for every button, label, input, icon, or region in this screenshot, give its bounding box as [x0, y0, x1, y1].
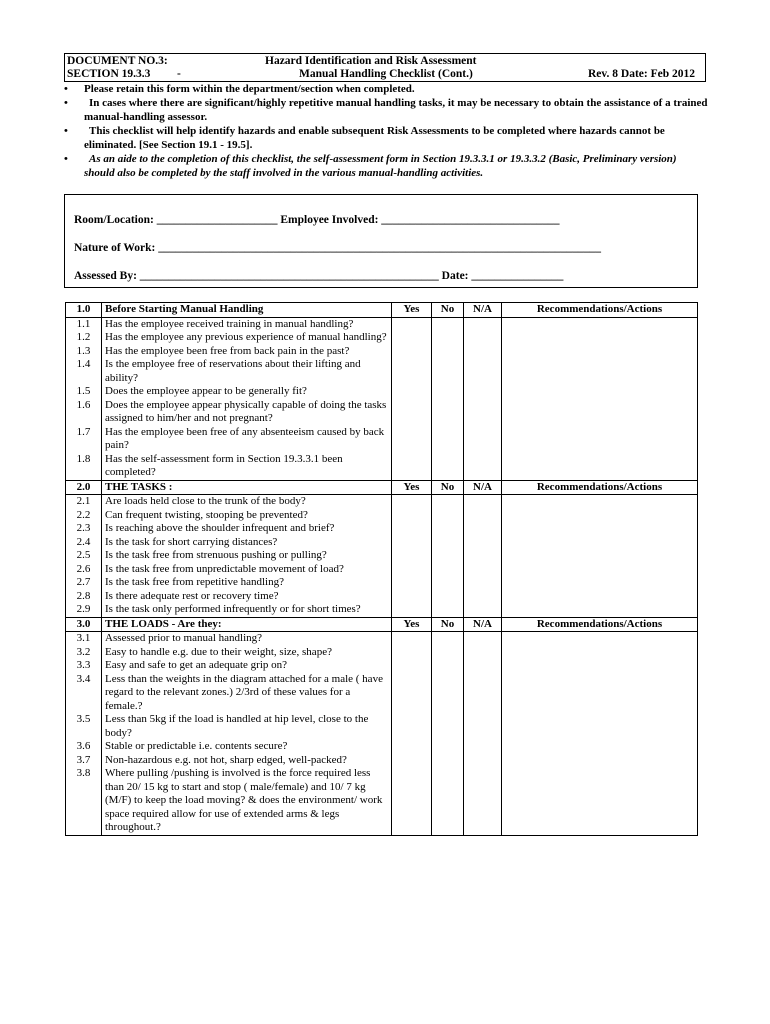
item-number: 2.3	[66, 522, 102, 536]
section-number: 3.0	[66, 617, 102, 632]
item-number: 1.4	[66, 358, 102, 385]
no-checkbox-cell[interactable]	[432, 673, 464, 714]
na-checkbox-cell[interactable]	[464, 632, 502, 646]
na-column-header: N/A	[464, 303, 502, 318]
nature-of-work-field[interactable]: Nature of Work: _____________________________________________________________________________	[74, 242, 601, 254]
yes-checkbox-cell[interactable]	[392, 522, 432, 536]
checklist-item-row	[66, 331, 698, 345]
note-item	[64, 153, 709, 180]
na-checkbox-cell[interactable]	[464, 646, 502, 660]
room-employee-field[interactable]: Room/Location: _____________________ Employee Involved: _______________________________	[74, 214, 560, 226]
section-header-row	[66, 303, 698, 318]
na-checkbox-cell[interactable]	[464, 673, 502, 714]
no-checkbox-cell[interactable]	[432, 385, 464, 399]
yes-checkbox-cell[interactable]	[392, 740, 432, 754]
note-text: In cases where there are significant/highly repetitive manual handling tasks, it may be necessary to obtain the assistance of a trained manual-handling assessor.	[84, 97, 708, 123]
item-question: Has the employee been free of any absenteeism caused by back pain?	[102, 426, 392, 453]
no-column-header: No	[432, 303, 464, 318]
checklist-item-row	[66, 713, 698, 740]
yes-checkbox-cell[interactable]	[392, 495, 432, 509]
no-checkbox-cell[interactable]	[432, 536, 464, 550]
checklist-table	[65, 302, 698, 836]
item-number: 3.4	[66, 673, 102, 714]
yes-checkbox-cell[interactable]	[392, 659, 432, 673]
checklist-item-row	[66, 509, 698, 523]
document-title: Hazard Identification and Risk Assessment	[265, 55, 477, 67]
item-number: 1.1	[66, 317, 102, 331]
recommendations-cell[interactable]	[502, 358, 698, 385]
no-checkbox-cell[interactable]	[432, 590, 464, 604]
no-checkbox-cell[interactable]	[432, 646, 464, 660]
yes-checkbox-cell[interactable]	[392, 713, 432, 740]
item-question: Does the employee appear physically capable of doing the tasks assigned to him/her and not pregnant?	[102, 399, 392, 426]
checklist-item-row	[66, 659, 698, 673]
item-question: Stable or predictable i.e. contents secure?	[102, 740, 392, 754]
recommendations-cell[interactable]	[502, 632, 698, 646]
item-number: 2.9	[66, 603, 102, 617]
no-checkbox-cell[interactable]	[432, 713, 464, 740]
checklist-item-row	[66, 563, 698, 577]
yes-checkbox-cell[interactable]	[392, 345, 432, 359]
item-number: 3.5	[66, 713, 102, 740]
yes-checkbox-cell[interactable]	[392, 385, 432, 399]
checklist-item-row	[66, 358, 698, 385]
na-checkbox-cell[interactable]	[464, 385, 502, 399]
item-question: Less than 5kg if the load is handled at hip level, close to the body?	[102, 713, 392, 740]
na-column-header: N/A	[464, 480, 502, 495]
na-checkbox-cell[interactable]	[464, 563, 502, 577]
item-number: 2.1	[66, 495, 102, 509]
bullet-icon: •	[64, 83, 68, 95]
no-checkbox-cell[interactable]	[432, 603, 464, 617]
checklist-item-row	[66, 767, 698, 835]
recommendations-column-header: Recommendations/Actions	[502, 617, 698, 632]
yes-checkbox-cell[interactable]	[392, 632, 432, 646]
na-checkbox-cell[interactable]	[464, 713, 502, 740]
section-number: SECTION 19.3.3	[67, 68, 151, 80]
yes-checkbox-cell[interactable]	[392, 509, 432, 523]
recommendations-cell[interactable]	[502, 536, 698, 550]
na-column-header: N/A	[464, 617, 502, 632]
checklist-item-row	[66, 740, 698, 754]
item-question: Less than the weights in the diagram attached for a male ( have regard to the relevant zones.) 2/3rd of these values for a female.?	[102, 673, 392, 714]
recommendations-cell[interactable]	[502, 522, 698, 536]
yes-column-header: Yes	[392, 617, 432, 632]
na-checkbox-cell[interactable]	[464, 767, 502, 835]
na-checkbox-cell[interactable]	[464, 659, 502, 673]
item-number: 2.5	[66, 549, 102, 563]
recommendations-cell[interactable]	[502, 673, 698, 714]
document-subtitle: Manual Handling Checklist (Cont.)	[299, 68, 473, 80]
no-checkbox-cell[interactable]	[432, 563, 464, 577]
checklist-item-row	[66, 646, 698, 660]
yes-checkbox-cell[interactable]	[392, 317, 432, 331]
recommendations-cell[interactable]	[502, 385, 698, 399]
yes-checkbox-cell[interactable]	[392, 399, 432, 426]
item-question: Easy and safe to get an adequate grip on?	[102, 659, 392, 673]
item-number: 2.2	[66, 509, 102, 523]
recommendations-cell[interactable]	[502, 399, 698, 426]
checklist-item-row	[66, 345, 698, 359]
na-checkbox-cell[interactable]	[464, 549, 502, 563]
checklist-item-row	[66, 590, 698, 604]
yes-column-header: Yes	[392, 480, 432, 495]
document-header	[64, 53, 706, 82]
no-checkbox-cell[interactable]	[432, 632, 464, 646]
no-checkbox-cell[interactable]	[432, 358, 464, 385]
bullet-icon: •	[64, 153, 68, 165]
na-checkbox-cell[interactable]	[464, 509, 502, 523]
na-checkbox-cell[interactable]	[464, 331, 502, 345]
document-number: DOCUMENT NO.3:	[67, 55, 168, 67]
item-question: Has the employee any previous experience of manual handling?	[102, 331, 392, 345]
item-number: 3.3	[66, 659, 102, 673]
section-header-row	[66, 480, 698, 495]
recommendations-cell[interactable]	[502, 331, 698, 345]
recommendations-cell[interactable]	[502, 426, 698, 453]
na-checkbox-cell[interactable]	[464, 358, 502, 385]
item-number: 1.6	[66, 399, 102, 426]
no-checkbox-cell[interactable]	[432, 754, 464, 768]
item-question: Does the employee appear to be generally fit?	[102, 385, 392, 399]
no-checkbox-cell[interactable]	[432, 576, 464, 590]
checklist-item-row	[66, 317, 698, 331]
no-checkbox-cell[interactable]	[432, 509, 464, 523]
yes-checkbox-cell[interactable]	[392, 576, 432, 590]
item-number: 3.1	[66, 632, 102, 646]
item-question: Is reaching above the shoulder infrequent and brief?	[102, 522, 392, 536]
recommendations-cell[interactable]	[502, 509, 698, 523]
item-number: 3.7	[66, 754, 102, 768]
yes-checkbox-cell[interactable]	[392, 754, 432, 768]
no-checkbox-cell[interactable]	[432, 767, 464, 835]
no-column-header: No	[432, 480, 464, 495]
note-text: This checklist will help identify hazards and enable subsequent Risk Assessments to be completed where hazards cannot be eliminated. [See Section 19.1 - 19.5].	[84, 125, 665, 151]
no-checkbox-cell[interactable]	[432, 331, 464, 345]
no-checkbox-cell[interactable]	[432, 522, 464, 536]
checklist-item-row	[66, 603, 698, 617]
item-number: 2.4	[66, 536, 102, 550]
recommendations-column-header: Recommendations/Actions	[502, 480, 698, 495]
item-question: Is there adequate rest or recovery time?	[102, 590, 392, 604]
checklist-item-row	[66, 576, 698, 590]
item-question: Where pulling /pushing is involved is the force required less than 20/ 15 kg to start and stop ( male/female) and 10/ 7 kg (M/F) to keep the load moving? & does the environment/ work space required allow for use of extended arms & legs throughout.?	[102, 767, 392, 835]
assessed-by-date-field[interactable]: Assessed By: ____________________________________________________ Date: ________________	[74, 270, 564, 282]
item-number: 1.5	[66, 385, 102, 399]
yes-checkbox-cell[interactable]	[392, 331, 432, 345]
recommendations-cell[interactable]	[502, 453, 698, 481]
na-checkbox-cell[interactable]	[464, 345, 502, 359]
assessment-info-box	[64, 194, 698, 288]
item-question: Is the task for short carrying distances?	[102, 536, 392, 550]
item-question: Easy to handle e.g. due to their weight, size, shape?	[102, 646, 392, 660]
no-checkbox-cell[interactable]	[432, 740, 464, 754]
item-question: Assessed prior to manual handling?	[102, 632, 392, 646]
note-item	[64, 125, 709, 152]
item-question: Can frequent twisting, stooping be prevented?	[102, 509, 392, 523]
na-checkbox-cell[interactable]	[464, 754, 502, 768]
item-number: 2.8	[66, 590, 102, 604]
no-column-header: No	[432, 617, 464, 632]
checklist-item-row	[66, 426, 698, 453]
yes-checkbox-cell[interactable]	[392, 673, 432, 714]
recommendations-cell[interactable]	[502, 317, 698, 331]
no-checkbox-cell[interactable]	[432, 345, 464, 359]
bullet-icon: •	[64, 125, 68, 137]
recommendations-cell[interactable]	[502, 345, 698, 359]
recommendations-cell[interactable]	[502, 495, 698, 509]
item-question: Has the self-assessment form in Section 19.3.3.1 been completed?	[102, 453, 392, 481]
item-number: 3.2	[66, 646, 102, 660]
checklist-item-row	[66, 385, 698, 399]
recommendations-cell[interactable]	[502, 576, 698, 590]
note-item	[64, 83, 709, 97]
na-checkbox-cell[interactable]	[464, 536, 502, 550]
item-question: Are loads held close to the trunk of the body?	[102, 495, 392, 509]
na-checkbox-cell[interactable]	[464, 317, 502, 331]
checklist-item-row	[66, 453, 698, 481]
item-question: Is the employee free of reservations about their lifting and ability?	[102, 358, 392, 385]
yes-checkbox-cell[interactable]	[392, 453, 432, 481]
item-question: Is the task free from strenuous pushing or pulling?	[102, 549, 392, 563]
section-number: 1.0	[66, 303, 102, 318]
item-question: Has the employee received training in manual handling?	[102, 317, 392, 331]
recommendations-cell[interactable]	[502, 563, 698, 577]
yes-checkbox-cell[interactable]	[392, 767, 432, 835]
section-header-row	[66, 617, 698, 632]
yes-checkbox-cell[interactable]	[392, 590, 432, 604]
item-number: 3.8	[66, 767, 102, 835]
item-number: 1.3	[66, 345, 102, 359]
yes-checkbox-cell[interactable]	[392, 358, 432, 385]
yes-checkbox-cell[interactable]	[392, 536, 432, 550]
na-checkbox-cell[interactable]	[464, 495, 502, 509]
item-number: 2.7	[66, 576, 102, 590]
section-title: THE LOADS - Are they:	[102, 617, 392, 632]
recommendations-cell[interactable]	[502, 603, 698, 617]
na-checkbox-cell[interactable]	[464, 603, 502, 617]
item-number: 1.7	[66, 426, 102, 453]
item-number: 2.6	[66, 563, 102, 577]
no-checkbox-cell[interactable]	[432, 426, 464, 453]
checklist-item-row	[66, 632, 698, 646]
na-checkbox-cell[interactable]	[464, 426, 502, 453]
item-question: Non-hazardous e.g. not hot, sharp edged, well-packed?	[102, 754, 392, 768]
yes-column-header: Yes	[392, 303, 432, 318]
na-checkbox-cell[interactable]	[464, 576, 502, 590]
item-number: 1.8	[66, 453, 102, 481]
item-number: 1.2	[66, 331, 102, 345]
checklist-item-row	[66, 549, 698, 563]
section-number: 2.0	[66, 480, 102, 495]
yes-checkbox-cell[interactable]	[392, 426, 432, 453]
note-item	[64, 97, 709, 124]
no-checkbox-cell[interactable]	[432, 659, 464, 673]
checklist-item-row	[66, 536, 698, 550]
yes-checkbox-cell[interactable]	[392, 563, 432, 577]
no-checkbox-cell[interactable]	[432, 317, 464, 331]
checklist-item-row	[66, 495, 698, 509]
recommendations-cell[interactable]	[502, 754, 698, 768]
recommendations-cell[interactable]	[502, 767, 698, 835]
section-title: THE TASKS :	[102, 480, 392, 495]
recommendations-cell[interactable]	[502, 659, 698, 673]
item-question: Is the task free from repetitive handling?	[102, 576, 392, 590]
no-checkbox-cell[interactable]	[432, 549, 464, 563]
item-question: Has the employee been free from back pain in the past?	[102, 345, 392, 359]
no-checkbox-cell[interactable]	[432, 453, 464, 481]
checklist-item-row	[66, 399, 698, 426]
checklist-item-row	[66, 522, 698, 536]
recommendations-column-header: Recommendations/Actions	[502, 303, 698, 318]
recommendations-cell[interactable]	[502, 646, 698, 660]
recommendations-cell[interactable]	[502, 713, 698, 740]
no-checkbox-cell[interactable]	[432, 399, 464, 426]
na-checkbox-cell[interactable]	[464, 740, 502, 754]
item-question: Is the task free from unpredictable movement of load?	[102, 563, 392, 577]
item-number: 3.6	[66, 740, 102, 754]
recommendations-cell[interactable]	[502, 549, 698, 563]
yes-checkbox-cell[interactable]	[392, 603, 432, 617]
checklist-item-row	[66, 754, 698, 768]
no-checkbox-cell[interactable]	[432, 495, 464, 509]
bullet-icon: •	[64, 97, 68, 109]
yes-checkbox-cell[interactable]	[392, 549, 432, 563]
note-text: Please retain this form within the department/section when completed.	[84, 83, 415, 95]
recommendations-cell[interactable]	[502, 740, 698, 754]
recommendations-cell[interactable]	[502, 590, 698, 604]
section-title: Before Starting Manual Handling	[102, 303, 392, 318]
revision-date: Rev. 8 Date: Feb 2012	[588, 68, 695, 80]
na-checkbox-cell[interactable]	[464, 522, 502, 536]
note-text: As an aide to the completion of this checklist, the self-assessment form in Section 19.3.3.1 or 19.3.3.2 (Basic, Preliminary version) should also be completed by the staff involved in the various manual-handling activities.	[84, 153, 677, 179]
checklist-item-row	[66, 673, 698, 714]
yes-checkbox-cell[interactable]	[392, 646, 432, 660]
item-question: Is the task only performed infrequently or for short times?	[102, 603, 392, 617]
na-checkbox-cell[interactable]	[464, 453, 502, 481]
header-dash: -	[177, 68, 181, 80]
na-checkbox-cell[interactable]	[464, 399, 502, 426]
na-checkbox-cell[interactable]	[464, 590, 502, 604]
